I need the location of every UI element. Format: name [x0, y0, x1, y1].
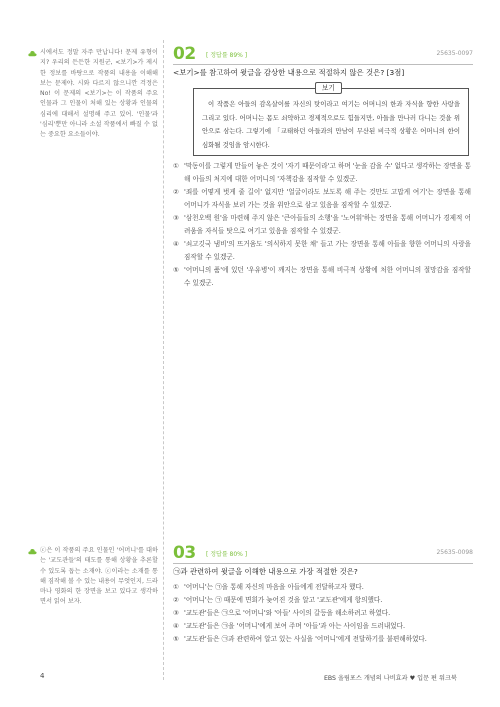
question-code: 25635-0097 — [436, 50, 473, 57]
answer-option[interactable]: ⑤ '교도관'들은 ㉠과 관련하여 알고 있는 사실을 '어머니'에게 전달하기를 불편해하였다. — [173, 635, 427, 643]
note-q3-text: ⓒ은 이 작품의 주요 인물인 '어머니'를 대하는 '교도관들'의 태도를 통해 상황을 추론할 수 있도록 돕는 소재야. ⓒ이라는 소재를 통해 짐작해 볼 수 있는 내용이 무엇인지, 드라마나 영화의 한 장면을 보고 있다고 생각하면서 읽어 보자. — [40, 547, 158, 606]
note-q2 — [40, 48, 158, 141]
question-number: 03 — [173, 543, 196, 563]
answer-option[interactable]: ④ '교도관'들은 ㉠을 '어머니'에게 보여 주며 '아들'과 아는 사이임을 드러내었다. — [173, 622, 406, 630]
question-number: 02 — [173, 44, 196, 64]
question-header-02 — [173, 44, 473, 65]
answer-option[interactable]: ① '막동이를 그렇게 만들어 놓은 것이 '자기 때문이라'고 하며 '눈을 감을 수' 없다고 생각하는 장면을 통해 아들의 처지에 대한 어머니의 '자책감을 짐작할 수 있겠군. — [173, 162, 471, 183]
book-title: EBS 올림포스 개념의 나비효과 ♥ 입문 편 워크북 — [324, 675, 457, 682]
reference-box-text: 이 작품은 아들의 감옥살이를 자신의 탓이라고 여기는 어머니의 한과 자식을 향한 사랑을 그리고 있다. 어머니는 몸도 쇠약하고 경제적으로도 힘들지만, 아들을 만나러 다니는 것을 위안으로 삼는다. 그렇기에 「교태하던 아들과의 만남이 무산된 비극적 상황은 어머니의 한이 심화될 것임을 암시한다. — [202, 100, 460, 149]
answer-options-03 — [173, 581, 471, 646]
sidebar-notes — [0, 0, 163, 707]
reference-box-label: 보기 — [315, 82, 342, 94]
answer-options-02 — [173, 160, 471, 290]
answer-option[interactable]: ⑤ '어머니의 품'에 있던 '우유병'이 깨지는 장면을 통해 비극적 상황에 처한 어머니의 절망감을 짐작할 수 있겠군. — [173, 266, 471, 287]
question-code: 25635-0098 — [436, 549, 473, 556]
answer-option[interactable]: ① '어머니'는 ㉠을 통해 자신의 마음을 아들에게 전달하고자 했다. — [173, 583, 364, 591]
cloud-icon — [28, 547, 37, 556]
question-header-03 — [173, 543, 473, 564]
reference-box — [193, 84, 469, 156]
answer-option[interactable]: ② '어머니'는 ㉠ 때문에 면회가 늦어진 것을 알고 '교도관'에게 항의했다. — [173, 596, 383, 604]
note-q3 — [40, 546, 158, 608]
answer-option[interactable]: ④ '쇠고깃국 냄비'의 뜨거움도 '의식하지 못한 채' 들고 가는 장면을 통해 아들을 향한 어머니의 사랑을 짐작할 수 있겠군. — [173, 240, 471, 261]
answer-option[interactable]: ③ '교도관'들은 ㉠으로 '어머니'와 '아들' 사이의 갈등을 해소하려고 하였다. — [173, 609, 391, 617]
accuracy-rate: [ 정답률 89% ] — [206, 52, 248, 59]
question-stem-03: ㉠과 관련하여 윗글을 이해한 내용으로 가장 적절한 것은? — [173, 567, 358, 576]
answer-option[interactable]: ② '죄를 어떻게 벗게 줄 길이' 없지만 '얼굴이라도 보도록 해 주는 것만도 고맙게 여기'는 장면을 통해 어머니가 자식을 보러 가는 것을 위안으로 삼고 있음을 짐작할 수 있겠군. — [173, 188, 471, 209]
page-number: 4 — [40, 672, 45, 680]
answer-option[interactable]: ③ '삼천오백 원'을 마련해 주지 않은 '큰아들들의 소행'을 '노여워'하는 장면을 통해 어머니가 경제적 어려움을 자식들 탓으로 여기고 있음을 짐작할 수 있겠군. — [173, 214, 471, 235]
note-q2-text: 시에서도 정말 자주 만납니다! 문제 유형이지? 우리의 든든한 지원군, <보기>가 제시한 정보를 바탕으로 작품의 내용을 이해해 보는 문제야. 시와 다르지 않으니깐 걱정은 No! 이 문제의 <보기>는 이 작품의 주요 인물과 그 인물이 처해 있는 상황과 인물의 심리에 대해서 설명해 주고 있어. '인물'과 '심리'뿐만 아니라 소설 작품에서 빠질 수 없는 중요한 요소들이야. — [40, 49, 158, 139]
question-stem-02: <보기>를 참고하여 윗글을 감상한 내용으로 적절하지 않은 것은? [3점] — [173, 68, 405, 77]
cloud-icon — [28, 49, 37, 58]
accuracy-rate: [ 정답률 80% ] — [206, 551, 248, 558]
column-divider — [163, 40, 164, 680]
